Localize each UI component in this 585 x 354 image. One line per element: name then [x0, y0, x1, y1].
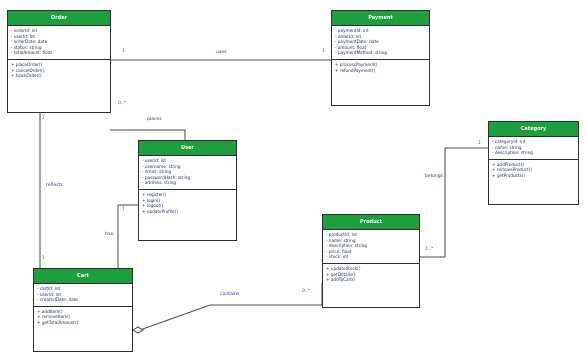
- multiplicity: 1: [322, 49, 325, 54]
- multiplicity: 1: [478, 141, 481, 146]
- multiplicity: 0..*: [302, 289, 311, 294]
- class-user[interactable]: [138, 140, 237, 241]
- method: + addToCart(): [326, 277, 356, 283]
- multiplicity: 1: [122, 49, 125, 54]
- attribute: - cartId: int: [37, 286, 61, 291]
- method: + updateProfile(): [142, 208, 178, 214]
- cart-product-line: [140, 283, 322, 330]
- method: + logout(): [142, 203, 164, 209]
- attribute: - categoryId: int: [492, 139, 526, 144]
- attribute: - name: string: [492, 144, 522, 150]
- method: + getProducts(): [492, 172, 526, 178]
- user-cart-line: [118, 205, 138, 268]
- attribute: - orderId: int: [335, 33, 362, 39]
- attribute: - passwordHash: string: [142, 174, 191, 180]
- method: + placeOrder(): [11, 61, 43, 67]
- product-category-line: [420, 148, 488, 257]
- method: + register(): [142, 191, 167, 197]
- method: + login(): [142, 197, 161, 203]
- attribute: - username: string: [142, 163, 181, 169]
- class-category[interactable]: [488, 121, 579, 205]
- attribute: - status: string: [11, 44, 42, 50]
- multiplicity: 0..*: [118, 101, 127, 106]
- attributes: [8, 26, 110, 59]
- attributes: [34, 284, 132, 306]
- attribute: - paymentMethod: string: [335, 50, 387, 56]
- attributes: [323, 230, 419, 263]
- attribute: - orderId: int: [11, 28, 38, 33]
- method: + getTotalAmount(): [37, 319, 79, 325]
- relation-label-uses: uses: [216, 50, 227, 55]
- attribute: - orderDate: date: [11, 39, 48, 45]
- class-name: Cart: [34, 269, 132, 284]
- relation-label-places: places: [147, 117, 162, 122]
- method: + refundPayment(): [335, 67, 376, 73]
- methods: [34, 306, 132, 329]
- method: + addItem(): [37, 308, 63, 314]
- attribute: - email: string: [142, 169, 172, 175]
- class-name: Order: [8, 11, 110, 26]
- relation-label-reflects: reflects: [46, 183, 64, 188]
- class-product[interactable]: [322, 214, 420, 308]
- aggregation-diamond-icon: [133, 327, 143, 333]
- attributes: [489, 137, 578, 159]
- methods: [8, 59, 110, 82]
- class-name: Category: [489, 122, 578, 137]
- method: + removeProduct(): [492, 167, 532, 173]
- attribute: - userId: int: [142, 158, 167, 163]
- class-name: Product: [323, 215, 419, 230]
- method: + addProduct(): [492, 161, 524, 167]
- attribute: - description: string: [326, 243, 367, 249]
- method: + removeItem(): [37, 314, 71, 320]
- attribute: - stock: int: [326, 254, 349, 260]
- attribute: - createdDate: date: [37, 297, 78, 303]
- method: + processPayment(): [335, 61, 378, 67]
- class-name: User: [139, 141, 236, 156]
- attribute: - description: string: [492, 150, 533, 156]
- attribute: - amount: float: [335, 44, 367, 50]
- relation-label-belongs: belongs: [425, 174, 444, 179]
- attribute: - productId: int: [326, 232, 358, 237]
- multiplicity: 1: [122, 207, 125, 212]
- class-name: Payment: [332, 11, 429, 26]
- method: + cancelOrder(): [11, 67, 45, 73]
- class-order[interactable]: [7, 10, 111, 113]
- method: + trackOrder(): [11, 73, 42, 79]
- methods: [489, 159, 578, 182]
- attribute: - price: float: [326, 248, 352, 254]
- attributes: [139, 156, 236, 189]
- method: + updateStock(): [326, 265, 361, 271]
- attribute: - paymentDate: date: [335, 39, 379, 45]
- attributes: [332, 26, 429, 59]
- class-cart[interactable]: [33, 268, 133, 352]
- attribute: - name: string: [326, 237, 356, 243]
- methods: [323, 263, 419, 286]
- attribute: - userId: int: [11, 33, 36, 39]
- attribute: - address: string: [142, 180, 177, 186]
- methods: [332, 59, 429, 76]
- multiplicity: 1: [42, 256, 45, 261]
- class-payment[interactable]: [331, 10, 430, 106]
- attribute: - totalAmount: float: [11, 50, 53, 56]
- attribute: - userId: int: [37, 291, 62, 297]
- methods: [139, 189, 236, 217]
- relation-label-has: has: [105, 232, 114, 237]
- user-order-line: [110, 130, 185, 140]
- relation-label-contains: contains: [220, 292, 240, 297]
- attribute: - paymentId: int: [335, 28, 369, 33]
- method: + getDetails(): [326, 271, 356, 277]
- multiplicity: 1..*: [425, 247, 434, 252]
- multiplicity: 1: [42, 116, 45, 121]
